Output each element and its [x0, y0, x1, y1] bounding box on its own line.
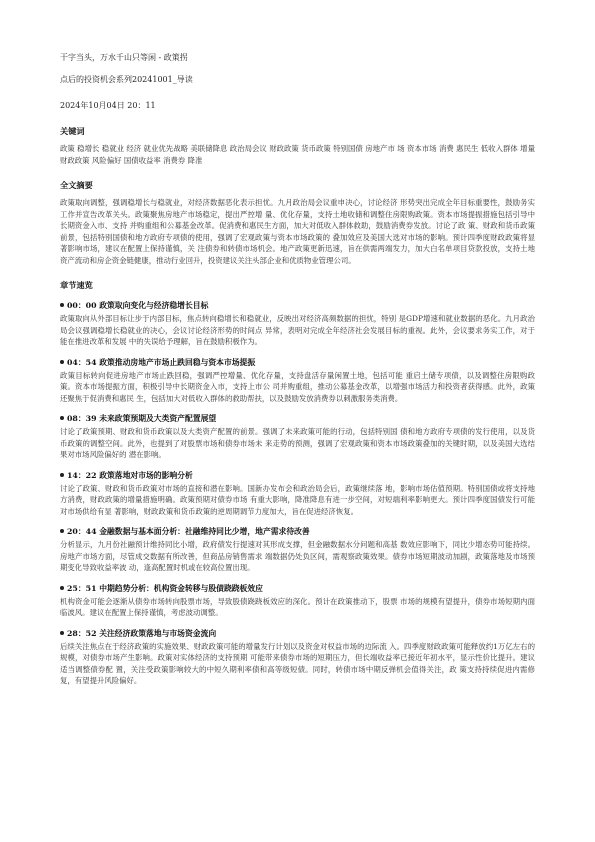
- bullet-icon: [60, 631, 64, 635]
- document-page: [60, 52, 535, 687]
- chapter-title: 08：39 未来政策预期及大类资产配置展望: [60, 413, 535, 425]
- bullet-icon: [60, 360, 64, 364]
- keywords-text: 政策 稳增长 稳就业 经济 就业优先战略 美联储降息 政治局会议 财政政策 货币政策 特别国债 房地产市 场 资本市场 消费 惠民生 低收入群体 增量财政政策 风险偏好 国债收益率 消费券 降准: [60, 144, 535, 165]
- chapter-title: 04：54 政策推动房地产市场止跌回稳与资本市场提振: [60, 357, 535, 369]
- chapter-body: 政策取向从外部目标让步于内部目标，焦点转向稳增长和稳就业，反映出对经济高频数据的担忧，特别 是GDP增速和就业数据的恶化。九月政治局会议强调稳增长稳就业的决心，会议讨论经济形势的时间点 异常，表明对完成全年经济社会发展目标的重视。此外，会议要求务实工作，对于能在推进改革和发展 中的失误给予理解，旨在鼓励积极作为。: [60, 314, 535, 346]
- chapters-heading: 章节速览: [60, 280, 93, 290]
- doc-date: 2024年10月04日 20：11: [60, 101, 156, 110]
- chapter-title: 14：22 政策落地对市场的影响分析: [60, 470, 535, 482]
- bullet-icon: [60, 416, 64, 420]
- chapter-title: 25：51 中期趋势分析：机构资金转移与股债跷跷板效应: [60, 583, 535, 595]
- keywords-heading: 关键词: [60, 126, 85, 136]
- bullet-icon: [60, 303, 64, 307]
- doc-title: 干字当头，万水千山只等闲 - 政策拐: [60, 53, 188, 62]
- chapter-body: 机构资金可能会逐渐从债券市场转向股票市场，导致股债跷跷板效应的深化。预计在政策推动下，股票 市场的规模有望提升，债券市场短期内面临波风。建议在配置上保持谨慎，考虑波动调整。: [60, 596, 535, 617]
- chapter-title: 00：00 政策取向变化与经济稳增长目标: [60, 300, 535, 312]
- summary-text: 政策取向调整，强调稳增长与稳就业，对经济数据恶化表示担忧。九月政治局会议重申决心，讨论经济 形势突出完成全年目标重要性，鼓励务实工作并宣告改革关头。政策聚焦房地产市场稳定，提出严控增 量、优化存量，支持土地收储和调整住房限购政策。资本市场提振措施包括引导中长期资金入市、支持 并购重组和公募基金改革。促消费和惠民生方面，加大对低收入群体救助，鼓励消费券发放。讨论了政 策、财政和货币政策前景，包括特别国债和地方政府专项债的使用，强调了宏观政策与资本市场政策的 叠加效应及美国大选对市场的影响。预计四季度财政政策将显著影响市场，建议在配置上保持谨慎，关 注债券和转债市场机会。地产政策更新迅速，旨在供需两端发力，加大白名单项目贷款投放，支持土地 资产流动和房企资金链健康，推动行业回升，投资建议关注头部企业和优质物业管理公司。: [60, 198, 535, 265]
- chapter-title: 20：44 金融数据与基本面分析：社融维持同比少增，地产需求待改善: [60, 526, 535, 538]
- bullet-icon: [60, 586, 64, 590]
- chapter-body: 政策目标转向促进房地产市场止跌回稳，强调严控增量、优化存量，支持盘活存量闲置土地，包括可能 重启土储专项债，以及调整住房限购政策。资本市场提振方面，积极引导中长期资金入市，支持上市公 司并购重组，推动公募基金改革，以增强市场活力和投资者获得感。此外，政策还聚焦于促消费和惠民 生，包括加大对低收入群体的救助帮扶，以及鼓励发放消费券以刺激服务类消费。: [60, 370, 535, 403]
- summary-heading: 全文摘要: [60, 180, 93, 190]
- bullet-icon: [60, 529, 64, 533]
- doc-subtitle: 点后的投资机会系列20241001_导读: [60, 75, 193, 84]
- chapter-body: 讨论了政策预期、财政和货币政策以及大类资产配置的前景。强调了未来政策可能的行动，包括特别国 债和地方政府专项债的发行使用，以及货币政策的调整空间。此外，也提到了对股票市场和债券市场未 来走势的预测，强调了宏观政策和资本市场政策叠加的关键时期，以及美国大选结果对市场风险偏好的 潜在影响。: [60, 427, 535, 459]
- chapter-body: 分析显示，九月份社融预计维持同比小增，政府债发行提速对其形成支撑，但金融数据水分问题和高基 数效应影响下，同比少增态势可能持续。房地产市场方面，尽管成交数据有所改善，但商品房销售需求 端数据仍处负区间，需观察政策效果。债券市场短期波动加剧，政策落地及市场预期变化导致收益率波 动，逢高配置时机或在较高位置出现。: [60, 540, 535, 572]
- chapter-title: 28：52 关注经济政策落地与市场资金流向: [60, 628, 535, 640]
- chapter-body: 讨论了政策、财政和货币政策对市场的直接和潜在影响。国新办发布会和政治局会后，政策继续落 地，影响市场估值预期。特别国债或将支持地方消费，财政政策的增量措施明确。政策预期对债券市场 有重大影响，降准降息有进一步空间，对短端利率影响更大。预计四季度国债发行可能对市场供给有显 著影响，财政政策和货币政策的逆周期调节力度加大，旨在促进经济恢复。: [60, 483, 535, 516]
- bullet-icon: [60, 473, 64, 477]
- chapter-body: 后续关注焦点在于经济政策的实施效果、财政政策可能的增量发行计划以及资金对权益市场的边际流 入。四季度财政政策可能释放约1万亿左右的规模，对债券市场产生影响。政策对实体经济的支持预期 可能带来债券市场的短期压力，但长端收益率已接近年初水平，显示性价比提升。建议适当调整债券配 置，关注受政策影响较大的中短久期利率债和高等级短债。同时，转债市场中期反弹机会值得关注，政 策支持持续促进内需修复，有望提升风险偏好。: [60, 641, 535, 685]
